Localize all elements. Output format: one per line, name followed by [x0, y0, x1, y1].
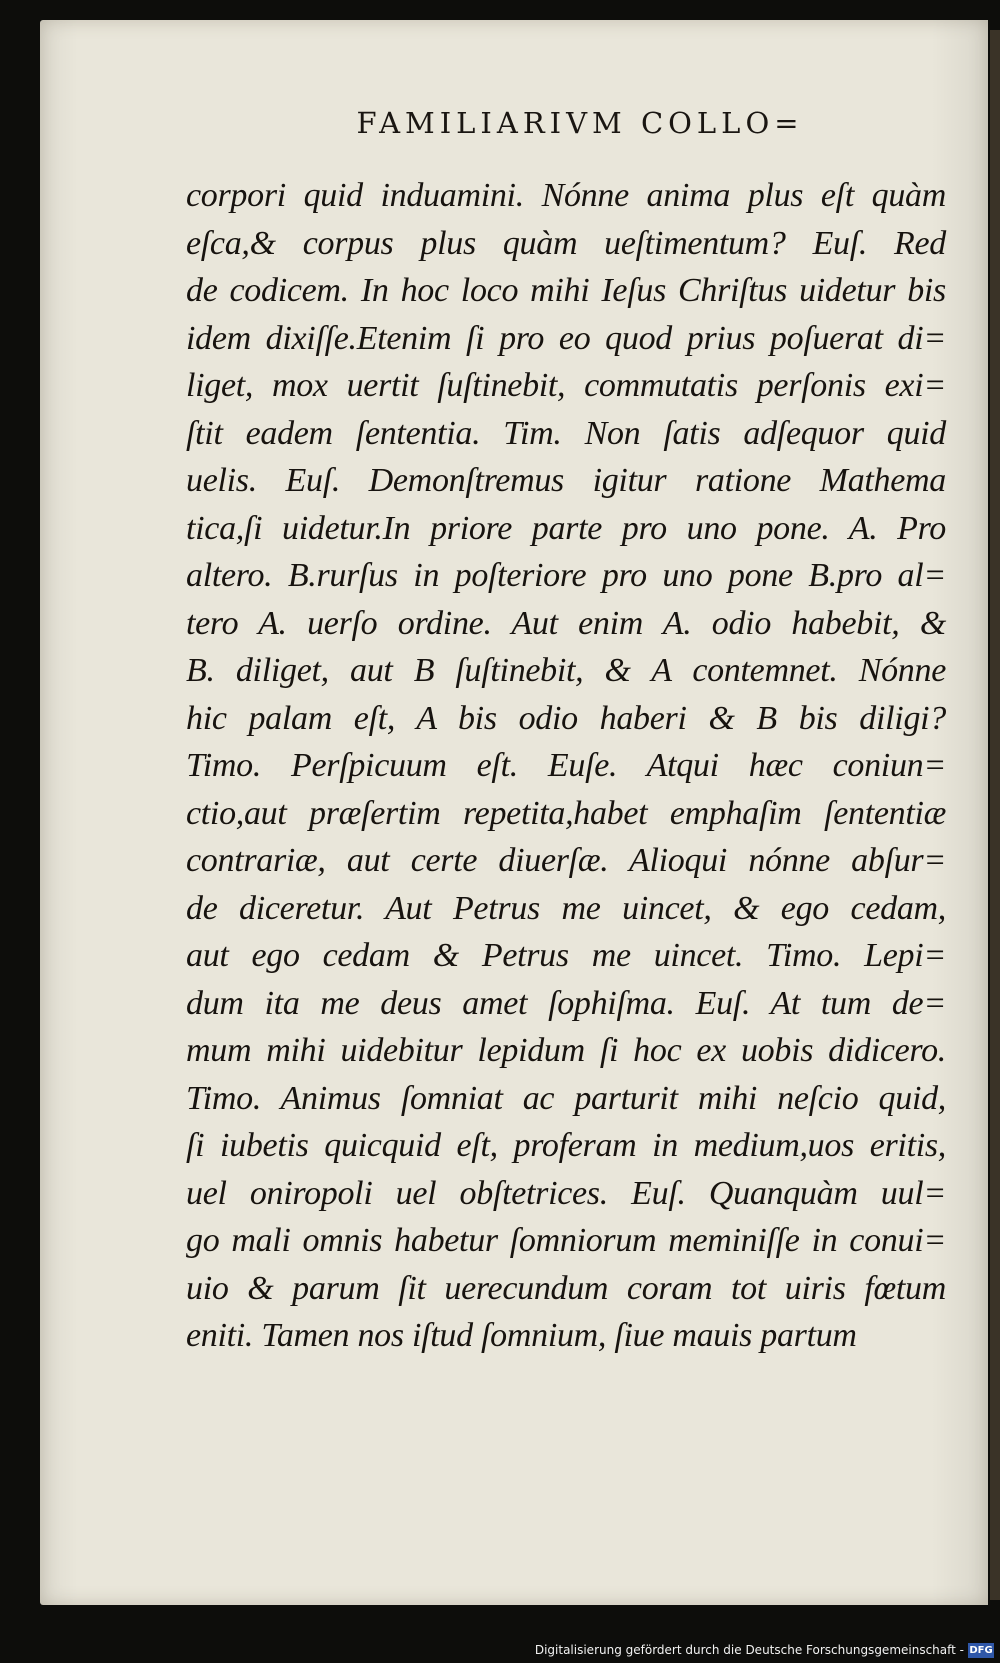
text-line: Timo. Animus ſomniat ac parturit mihi neſcio quid, — [186, 1079, 946, 1117]
text-line: de diceretur. Aut Petrus me uincet, & ego cedam, — [186, 889, 946, 927]
text-line: Timo. Perſpicuum eſt. Euſe. Atqui hæc coniun= — [186, 747, 946, 784]
text-line: uelis. Euſ. Demonſtremus igitur ratione Mathema — [186, 462, 946, 499]
text-line: mum mihi uidebitur lepidum ſi hoc ex uobis didicero. — [186, 1032, 946, 1069]
text-line: idem dixiſſe.Etenim ſi pro eo quod prius poſuerat di= — [186, 319, 946, 357]
text-line: altero. B.rurſus in poſteriore pro uno pone B.pro al= — [186, 557, 946, 594]
text-block — [186, 172, 946, 1360]
text-line: go mali omnis habetur ſomniorum meminiſſe in conui= — [186, 1222, 946, 1259]
text-line: tero A. uerſo ordine. Aut enim A. odio habebit, & — [186, 604, 946, 642]
text-line: de codicem. In hoc loco mihi Ieſus Chriſtus uidetur bis — [186, 272, 946, 309]
footer-credit-text: Digitalisierung gefördert durch die Deutsche Forschungsgemeinschaft - — [534, 1643, 964, 1657]
text-line: B. diliget, aut B ſuſtinebit, & A contemnet. Nónne — [186, 652, 946, 689]
text-line: liget, mox uertit ſuſtinebit, commutatis perſonis exi= — [186, 367, 946, 404]
text-line: ſtit eadem ſententia. Tim. Non ſatis adſequor quid — [186, 414, 946, 452]
dfg-logo-icon: DFG — [969, 1644, 993, 1656]
text-line: uio & parum ſit uerecundum coram tot uiris fœtum — [186, 1269, 946, 1307]
text-line: eſca,& corpus plus quàm ueſtimentum? Euſ. Red — [186, 224, 946, 262]
text-line: hic palam eſt, A bis odio haberi & B bis diligi? — [186, 699, 946, 737]
text-line: tica,ſi uidetur.In priore parte pro uno pone. A. Pro — [186, 509, 946, 547]
text-line: ctio,aut præſertim repetita,habet emphaſim ſententiæ — [186, 794, 946, 832]
text-line: ſi iubetis quicquid eſt, proferam in medium,uos eritis, — [186, 1127, 946, 1164]
text-line: dum ita me deus amet ſophiſma. Euſ. At tum de= — [186, 984, 946, 1022]
text-line: contrariæ, aut certe diuerſæ. Alioqui nónne abſur= — [186, 842, 946, 879]
text-line: corpori quid induamini. Nónne anima plus eſt quàm — [186, 177, 946, 214]
text-line: eniti. Tamen nos iſtud ſomnium, ſiue mauis partum — [186, 1317, 857, 1354]
digitization-footer — [535, 1639, 1000, 1661]
text-line: uel oniropoli uel obſtetrices. Euſ. Quanquàm uul= — [186, 1174, 946, 1212]
text-line: aut ego cedam & Petrus me uincet. Timo. Lepi= — [186, 937, 946, 974]
running-head: FAMILIARIVM COLLO= — [356, 106, 804, 140]
page-edge — [990, 30, 1000, 1600]
